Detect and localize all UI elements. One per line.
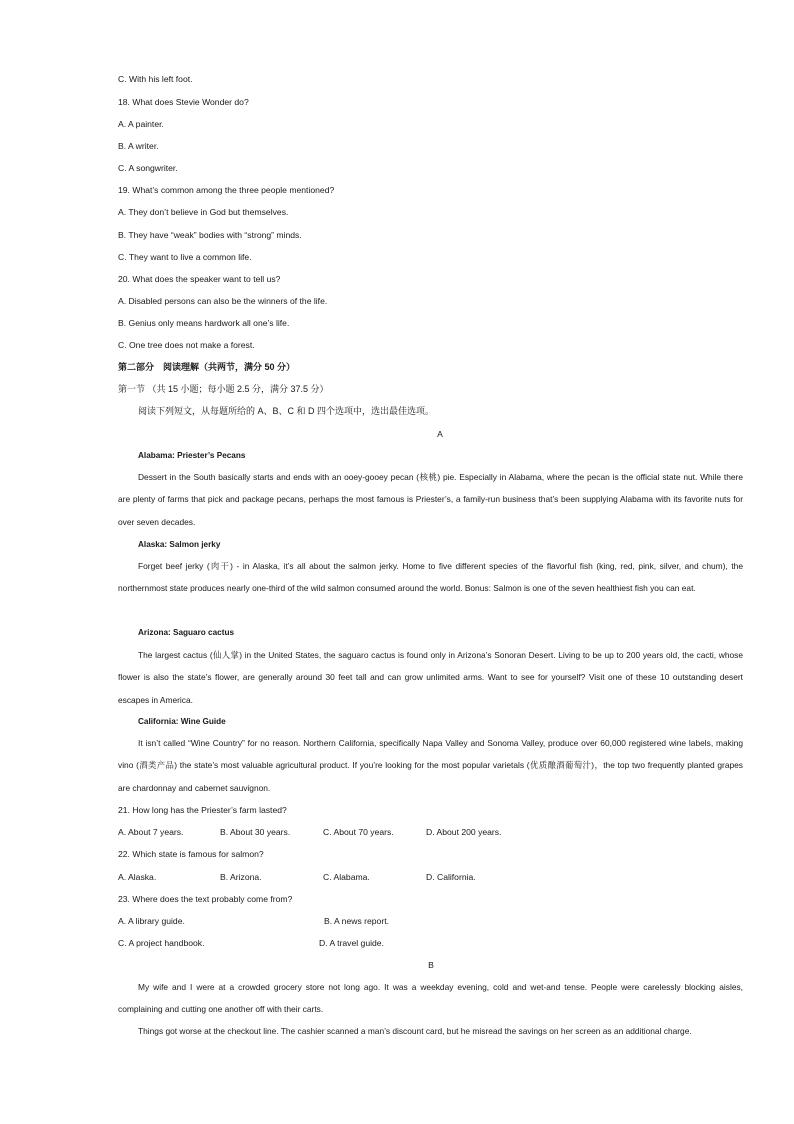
alabama-heading: Alabama: Priester’s Pecans	[138, 451, 246, 460]
alabama-paragraph: Dessert in the South basically starts and ends with an ooey-gooey pecan (核桃) pie. Especially in Alabama, where the pecan is the official state nut. While there are plenty of farms that pick and package pecans, perhaps the most famous is Priester’s, a family-run business that’s been supplying Alabama with its favorite nuts for over seven decades.	[118, 472, 743, 527]
q17-option-c: C. With his left foot.	[118, 74, 193, 84]
q19-option-a: A. They don’t believe in God but themselves.	[118, 207, 289, 217]
q18-option-c: C. A songwriter.	[118, 163, 178, 173]
q22-option-c: C. Alabama.	[323, 872, 370, 882]
q22-option-a: A. Alaska.	[118, 872, 157, 882]
arizona-paragraph: The largest cactus (仙人掌) in the United States, the saguaro cactus is found only in Arizona’s Sonoran Desert. Living to be up to 200 years old, the cacti, whose flower is also the state’s flower, are generally around 30 feet tall and can grow unlimited arms. Want to see for yourself? Visit one of these 10 outstanding desert escapes in America.	[118, 650, 743, 705]
q21-stem: 21. How long has the Priester’s farm lasted?	[118, 805, 287, 815]
alaska-paragraph: Forget beef jerky (肉干) - in Alaska, it’s all about the salmon jerky. Home to five different species of the flavorful fish (king, red, pink, silver, and chum), the northernmost state produces nearly one-third of the wild salmon consumed around the world. Bonus: Salmon is one of the seven healthiest fish you can eat.	[118, 561, 743, 594]
q21-option-c: C. About 70 years.	[323, 827, 394, 837]
q22-option-b: B. Arizona.	[220, 872, 262, 882]
q23-option-a: A. A library guide.	[118, 916, 185, 926]
part2-title: 第二部分 阅读理解（共两节，满分 50 分）	[118, 362, 296, 372]
q21-option-a: A. About 7 years.	[118, 827, 184, 837]
q19-option-b: B. They have “weak” bodies with “strong” minds.	[118, 230, 302, 240]
passage-a-label: A	[437, 429, 443, 439]
q20-option-c: C. One tree does not make a forest.	[118, 340, 255, 350]
q19-option-c: C. They want to live a common life.	[118, 252, 252, 262]
q20-stem: 20. What does the speaker want to tell us?	[118, 274, 281, 284]
alaska-heading: Alaska: Salmon jerky	[138, 540, 221, 549]
q18-option-b: B. A writer.	[118, 141, 159, 151]
q18-option-a: A. A painter.	[118, 119, 164, 129]
section1-title: 第一节 （共 15 小题；每小题 2.5 分，满分 37.5 分）	[118, 384, 329, 394]
passage-b-label: B	[428, 960, 434, 970]
q21-option-d: D. About 200 years.	[426, 827, 502, 837]
q19-stem: 19. What’s common among the three people mentioned?	[118, 185, 335, 195]
passage-b-paragraph-2: Things got worse at the checkout line. The cashier scanned a man’s discount card, but he misread the savings on her screen as an additional charge.	[138, 1026, 692, 1036]
section1-instruction: 阅读下列短文，从每题所给的 A、B、C 和 D 四个选项中，选出最佳选项。	[138, 406, 435, 416]
passage-b-paragraph-1: My wife and I were at a crowded grocery store not long ago. It was a weekday evening, cold and wet-and tense. People were carelessly blocking aisles, complaining and cutting one another off with their carts.	[118, 982, 743, 1015]
q20-option-a: A. Disabled persons can also be the winners of the life.	[118, 296, 328, 306]
q20-option-b: B. Genius only means hardwork all one’s life.	[118, 318, 290, 328]
q23-option-d: D. A travel guide.	[319, 938, 384, 948]
california-paragraph: It isn’t called “Wine Country” for no reason. Northern California, specifically Napa Valley and Sonoma Valley, produce over 60,000 registered wine labels, making vino (酒类产品) the state’s most valuable agricultural product. If you’re looking for the most popular varietals (优质酿酒葡萄汁)，the top two frequently planted grapes are chardonnay and cabernet sauvignon.	[118, 738, 743, 793]
q23-option-b: B. A news report.	[324, 916, 389, 926]
q18-stem: 18. What does Stevie Wonder do?	[118, 97, 249, 107]
q22-option-d: D. California.	[426, 872, 476, 882]
q23-stem: 23. Where does the text probably come from?	[118, 894, 293, 904]
q21-option-b: B. About 30 years.	[220, 827, 291, 837]
arizona-heading: Arizona: Saguaro cactus	[138, 628, 234, 637]
california-heading: California: Wine Guide	[138, 717, 226, 726]
q22-stem: 22. Which state is famous for salmon?	[118, 849, 264, 859]
q23-option-c: C. A project handbook.	[118, 938, 205, 948]
